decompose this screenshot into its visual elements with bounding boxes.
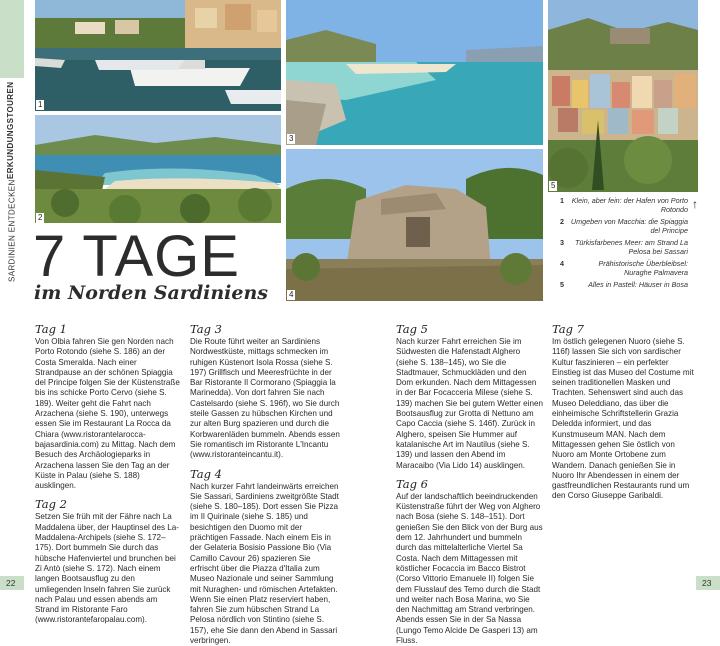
day-heading: Tag 5 <box>396 322 428 336</box>
caption: 3 Türkisfarbenes Meer: am Strand La Pelosa bei Sassari <box>560 238 688 256</box>
photo-number: 3 <box>289 134 294 143</box>
photo-captions <box>560 196 688 292</box>
caption: 2 Umgeben von Macchia: die Spiaggia del Principe <box>560 217 688 235</box>
photo-harbour <box>35 0 281 111</box>
text-column-2 <box>190 323 340 646</box>
text-column-4 <box>552 323 698 502</box>
photo-nuraghe <box>286 149 543 301</box>
caption: 4 Prähistorische Überbleibsel: Nuraghe Palmavera <box>560 259 688 277</box>
page-number-left: 22 <box>6 578 16 588</box>
photo-number: 4 <box>289 290 294 299</box>
section-label: SARDINIEN ENTDECKEN <box>7 179 17 283</box>
photo-number: 2 <box>38 213 43 222</box>
day-heading: Tag 7 <box>552 322 584 336</box>
day-heading: Tag 6 <box>396 476 428 491</box>
day-text: Die Route führt weiter an Sardiniens Nordwestküste, mittags schmecken im ruhigen Küstenort Isola Rossa (siehe S. 197) Grillfisch und Meeresfrüchte in der Bar Ristorante Il Cormorano (Spiaggia la Marinedda). Von dort fahren Sie nach Castelsardo (siehe S. 196f), wo Sie durch steile Gassen zu hübschen Kirchen und zur alten Burg spazieren und durch die Korbwarenläden bummeln. Abends essen Sie romantisch im Ristorante L'Incantu (www.ristoranteincantu.it). <box>190 337 340 460</box>
chapter-tab <box>0 0 24 78</box>
chapter-name: ERKUNDUNGSTOUREN <box>6 82 15 180</box>
day-heading: Tag 2 <box>35 497 67 512</box>
day-text: Im östlich gelegenen Nuoro (siehe S. 116f) lassen Sie sich von sardischer Kultur faszinieren – ein perfekter Einstieg ist das Museo del Costume mit seinen traditionellen Masken und Trachten. Sehenswert sind auch das Museo Deleddiano, das über die einheimische Schriftstellerin Grazia Deledda informiert, und das Kunstmuseum MAN. Nach dem Mittagessen gehen Sie östlich von Nuoro am Monte Ortobene zum Wandern. Danach genießen Sie in Nuoro Ihr Abendessen in einem der gastfreundlichen Restaurants rund um den Corso Giuseppe Garibaldi. <box>552 337 694 501</box>
day-text: Nach kurzer Fahrt erreichen Sie im Südwesten die Hafenstadt Alghero (siehe S. 138–145), wo Sie die Stadtmauer, Schmuckläden und den Dom erkunden. Nach dem Mittagessen in der Bar Focacceria Milese (siehe S. 139) machen Sie bei gutem Wetter einen Bootsausflug zur Grotta di Nettuno am Capo Caccia (siehe S. 146f). Zurück in Alghero, speisen Sie Hummer auf katalanische Art im Nautilus (siehe S. 139) und lassen den Abend im Maracaibo (Via Lido 14) ausklingen. <box>396 337 543 470</box>
arrow-up-icon: ↑ <box>692 197 698 211</box>
day-text: Setzen Sie früh mit der Fähre nach La Maddalena über, der Hauptinsel des La-Maddalena-Archipels (siehe S. 172–175). Dort bummeln Sie durch das hübsche Hafenviertel und brunchen bei Zi Antò (siehe S. 172). Nach einem langen Bootsausflug zu den umliegenden Inseln fahren Sie zurück nach Palau und essen abends am Strand im Ristorante Faro (www.ristorantefaropalau.com). <box>35 512 179 625</box>
day-text: Nach kurzer Fahrt landeinwärts erreichen Sie Sassari, Sardiniens zweitgrößte Stadt (siehe S. 180–185). Dort essen Sie Pizza im Il Quirinale (siehe S. 185) und besichtigen den Duomo mit der prächtigen Fassade. Nach einem Eis in der Gelateria Bosisio Passione Bio (Via Camillo Cavour 26) spazieren Sie erfrischt über die Piazza d'Italia zum Museo Nazionale und seiner Sammlung mit Nuraghen- und römischen Artefakten. Wenn Sie einen Platz reserviert haben, fahren Sie zum hübschen Strand La Pelosa nördlich von Stintino (siehe S. 157), ehe Sie dann den Abend in Sassari verbringen. <box>190 481 339 646</box>
photo-number: 5 <box>551 181 556 190</box>
page-title: 7 TAGE <box>33 224 240 289</box>
photo-number: 1 <box>38 100 43 109</box>
text-column-1 <box>35 323 183 626</box>
text-column-3 <box>396 323 544 646</box>
caption: 5 Alles in Pastell: Häuser in Bosa <box>560 280 688 289</box>
photo-beach <box>286 0 543 145</box>
day-heading: Tag 1 <box>35 322 67 336</box>
day-heading: Tag 4 <box>190 466 222 481</box>
day-text: Von Olbia fahren Sie gen Norden nach Porto Rotondo (siehe S. 186) an der Costa Smeralda. Nach einer Strandpause an der schönen Spiaggia del Principe folgen Sie der Küstenstraße bis ins schicke Porto Cervo (siehe S. 189). Weiter geht die Fahrt nach Arzachena (siehe S. 190), unterwegs essen Sie im Restaurant La Rocca da Chiara (www.ristorantelarocca-bajasardinia.com) zu Mittag. Nach dem Besuch des Archäologieparks in Arzachena lassen Sie den Tag an der Küste in Palau (siehe S. 188) ausklingen. <box>35 337 180 491</box>
day-heading: Tag 3 <box>190 322 222 336</box>
page-number-right: 23 <box>702 578 712 588</box>
photo-bay <box>35 115 281 223</box>
photo-town <box>548 0 698 192</box>
page-subtitle: im Norden Sardiniens <box>34 282 268 304</box>
day-text: Auf der landschaftlich beeindruckenden Küstenstraße führt der Weg von Alghero nach Bosa (siehe S. 148–151). Dort genießen Sie den Blick von der Burg aus dem 12. Jahrhundert und bummeln durch das mittelalterliche Viertel Sa Costa. Nach dem Mittagessen mit köstlicher Focaccia im Bacco Bistrot (Corso Vittorio Emanuele II) folgen Sie dem Flusslauf des Temo durch die Stadt und weiter nach Bosa Marina, wo Sie den Nachmittag am Strand verbringen. Abends essen Sie in der Sa Nassa (Lungo Temo Alcide De Gasperi 13) am Fluss. <box>396 491 543 646</box>
chapter-label <box>2 82 22 292</box>
caption: 1 Klein, aber fein: der Hafen von Porto Rotondo <box>560 196 688 214</box>
